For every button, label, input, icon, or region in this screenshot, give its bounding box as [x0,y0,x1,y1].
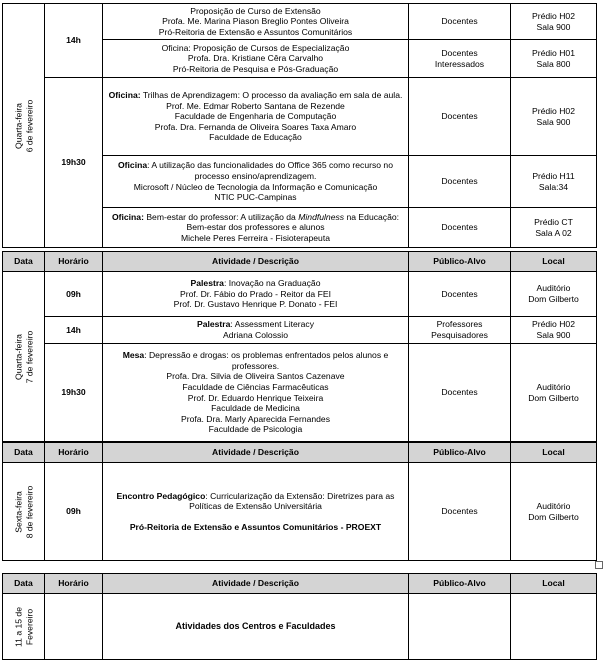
activity-title [105,90,406,101]
table-header-row [3,574,597,594]
activity-title [105,491,406,512]
activity-text: Trilhas de Aprendizagem: O processo da avaliação em sala de aula. [140,90,403,101]
date-label: Fevereiro [23,608,34,645]
schedule-table-friday [2,442,597,561]
header-horario: Horário [45,574,103,594]
schedule-table-wednesday [2,3,597,248]
audience-cell: Docentes [409,208,511,248]
activity-title [105,278,406,289]
room: Sala 900 [536,330,571,340]
speaker: Profa. Dra. Marly Aparecida Fernandes [180,413,331,424]
organization: Faculdade de Psicologia [208,424,303,435]
activity-text: : Inovação na Graduação [223,278,321,289]
audience-cell [409,594,511,660]
activity-title [105,319,406,330]
day-cell [3,272,45,442]
audience-cell [409,40,511,78]
organization: Microsoft / Núcleo de Tecnologia da Informação e Comunicação [133,181,378,192]
schedule-table-week [2,573,597,660]
organization: Pró-Reitoria de Extensão e Assuntos Comunitários [158,26,353,37]
table-row [3,463,597,561]
table-row [3,4,597,40]
activity-text-italic: Mindfulness [298,211,345,222]
location-cell [511,317,597,344]
building: Prédio H02 [532,105,575,116]
room: Sala A 02 [535,227,572,238]
activity-text: : Depressão e drogas: os problemas enfrentados pelos alunos e professores. [144,350,389,371]
audience-cell: Docentes [409,4,511,40]
organization: NTIC PUC-Campinas [214,192,297,203]
table-row [3,272,597,317]
time-cell: 14h [45,317,103,344]
audience-line: Professores [436,319,483,330]
audience-cell [409,317,511,344]
day-label: Sexta-feira [13,490,23,533]
header-horario: Horário [45,252,103,272]
audience-line: Interessados [434,58,485,69]
speaker: Profa. Me. Marina Piason Breglio Pontes Oliveira [162,16,349,27]
header-horario: Horário [45,443,103,463]
location-cell [511,4,597,40]
speaker: Prof. Dr. Eduardo Henrique Teixeira [187,392,324,403]
activity-type: Palestra [190,278,224,289]
activity-cell [103,344,409,442]
location-cell [511,344,597,442]
header-atividade: Atividade / Descrição [103,443,409,463]
audience-line: Docentes [441,47,478,58]
day-cell [3,4,45,248]
activity-cell [103,272,409,317]
table-row [3,317,597,344]
location-cell [511,78,597,156]
audience-line: Pesquisadores [431,330,488,340]
activity-type: Mesa [122,350,145,361]
building: Prédio H02 [532,319,575,330]
activity-type: Encontro Pedagógico [116,490,206,501]
time-cell: 09h [45,463,103,561]
activity-type: Palestra [196,319,231,330]
room: Dom Gilberto [528,392,579,403]
organization: Faculdade de Ciências Farmacêuticas [182,381,329,392]
table-header-row [3,252,597,272]
activity-cell [103,40,409,78]
speaker: Prof. Dr. Fábio do Prado - Reitor da FEI [180,288,331,299]
activity-text: Bem-estar do professor: A utilização da [143,211,299,222]
location-cell [511,156,597,208]
table-header-row [3,443,597,463]
activity-text: na Educação: Bem-estar dos professores e alunos [186,211,400,233]
location-cell [511,40,597,78]
activity-type: Oficina: [111,211,144,222]
room: Sala 900 [536,116,571,127]
building: Prédio CT [534,216,573,227]
location-cell [511,208,597,248]
day-label: Quarta-feira [13,333,23,380]
building: Prédio H02 [532,10,575,21]
building: Auditório [536,283,571,294]
organization: Faculdade de Medicina [211,403,300,414]
speaker: Profa. Dra. Kristiane Cêra Carvalho [187,53,324,64]
header-local: Local [511,252,597,272]
header-local: Local [511,443,597,463]
date-label: 7 de fevereiro [23,330,34,383]
time-cell: 19h30 [45,344,103,442]
header-atividade: Atividade / Descrição [103,252,409,272]
speaker: Adriana Colossio [223,330,288,340]
table-row [3,344,597,442]
speaker: Prof. Dr. Gustavo Henrique P. Donato - FEI [173,299,338,310]
date-label: 8 de fevereiro [23,485,34,538]
schedule-table-thursday [2,251,597,442]
header-publico: Público-Alvo [409,574,511,594]
building: Prédio H11 [532,170,575,181]
activity-cell [103,4,409,40]
audience-cell: Docentes [409,344,511,442]
activity-type: Oficina [117,160,148,171]
day-label: Quarta-feira [13,102,23,149]
location-cell [511,463,597,561]
activity-title: Oficina: Proposição de Cursos de Especialização [161,42,350,53]
header-data: Data [3,574,45,594]
audience-cell: Docentes [409,78,511,156]
location-cell [511,272,597,317]
activity-text: : Assessment Literacy [230,319,315,330]
activity-cell [103,317,409,344]
date-label: 6 de fevereiro [23,99,34,152]
day-label: 11 a 15 de [13,606,23,647]
header-data: Data [3,252,45,272]
organization: Pró-Reitoria de Extensão e Assuntos Comunitários - PROEXT [129,521,382,532]
time-cell: 14h [45,4,103,78]
speaker: Michele Peres Ferreira - Fisioterapeuta [180,232,330,243]
header-local: Local [511,574,597,594]
time-cell: 09h [45,272,103,317]
time-cell [45,594,103,660]
table-resize-handle[interactable] [595,561,603,569]
activity-cell: Atividades dos Centros e Faculdades [103,594,409,660]
building: Prédio H01 [532,47,575,58]
table-row [3,78,597,156]
activity-text: : A utilização das funcionalidades do Office 365 como recurso no processo ensino/aprendizagem. [147,160,393,181]
audience-cell: Docentes [409,463,511,561]
activity-cell [103,78,409,156]
day-cell [3,594,45,660]
building: Auditório [536,500,571,511]
room: Sala 800 [536,58,571,69]
header-data: Data [3,443,45,463]
day-cell [3,463,45,561]
activity-title [105,160,406,181]
activity-title [105,350,406,371]
speaker: Prof. Me. Edmar Roberto Santana de Rezende [166,100,345,111]
room: Dom Gilberto [528,294,579,304]
audience-cell: Docentes [409,156,511,208]
activity-cell [103,208,409,248]
organization: Faculdade de Educação [209,132,302,143]
location-cell [511,594,597,660]
time-cell: 19h30 [45,78,103,248]
header-atividade: Atividade / Descrição [103,574,409,594]
spacer [105,512,406,522]
organization: Pró-Reitoria de Pesquisa e Pós-Graduação [172,63,339,74]
audience-cell: Docentes [409,272,511,317]
organization: Faculdade de Engenharia de Computação [174,111,337,122]
room: Dom Gilberto [528,511,579,522]
speaker: Profa. Dra. Fernanda de Oliveira Soares Taxa Amaro [154,121,357,132]
activity-text: : Curricularização da Extensão: Diretrizes para as Políticas de Extensão Universitária [189,490,395,512]
room: Sala 900 [536,21,571,32]
activity-cell [103,463,409,561]
header-publico: Público-Alvo [409,443,511,463]
building: Auditório [536,381,571,392]
activity-title [105,212,406,233]
header-publico: Público-Alvo [409,252,511,272]
activity-type: Oficina: [108,90,141,101]
activity-title: Proposição de Curso de Extensão [190,5,321,16]
room: Sala:34 [538,181,569,192]
speaker: Profa. Dra. Silvia de Oliveira Santos Cazenave [166,371,345,382]
table-row [3,594,597,660]
activity-cell [103,156,409,208]
